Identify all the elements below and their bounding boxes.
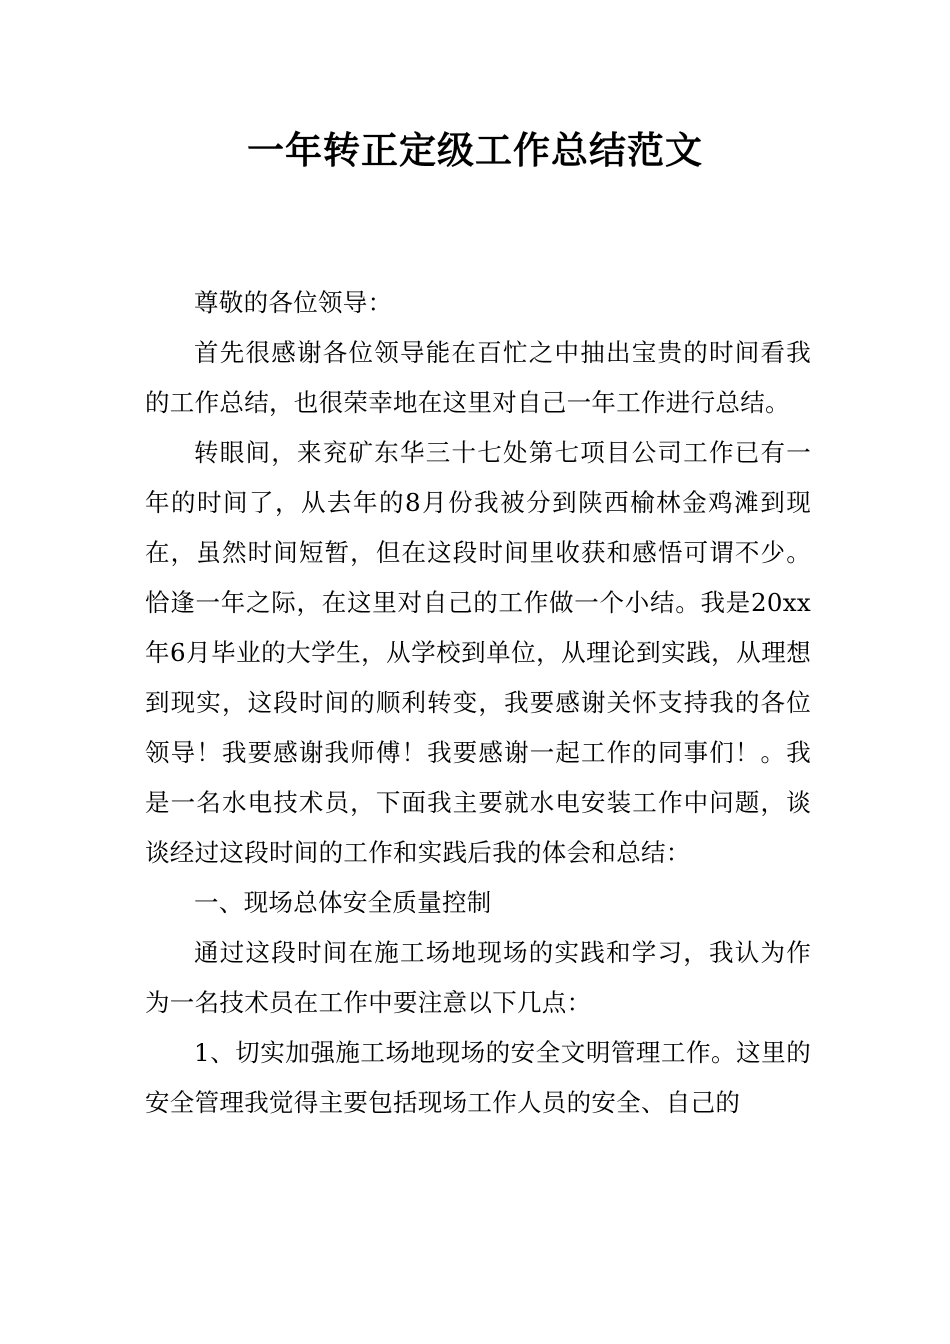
section-heading-safety-quality: 一、现场总体安全质量控制 bbox=[194, 888, 492, 917]
document-title: 一年转正定级工作总结范文 bbox=[247, 129, 703, 172]
paragraph-point-1: 1、切实加强施工场地现场的安全文明管理工作。这里的安全管理我觉得主要包括现场工作人员的安全、自己的 bbox=[145, 1038, 811, 1117]
paragraph-opening: 首先很感谢各位领导能在百忙之中抽出宝贵的时间看我的工作总结，也很荣幸地在这里对自己一年工作进行总结。 bbox=[145, 338, 811, 417]
paragraph-section-intro: 通过这段时间在施工场地现场的实践和学习，我认为作为一名技术员在工作中要注意以下几点： bbox=[145, 938, 811, 1017]
paragraph-introduction: 转眼间，来兖矿东华三十七处第七项目公司工作已有一年的时间了，从去年的8月份我被分到陕西榆林金鸡滩到现在，虽然时间短暂，但在这段时间里收获和感悟可谓不少。恰逢一年之际，在这里对自己的工作做一个小结。我是20xx年6月毕业的大学生，从学校到单位，从理论到实践，从理想到现实，这段时间的顺利转变，我要感谢关怀支持我的各位领导！我要感谢我师傅！我要感谢一起工作的同事们！。我是一名水电技术员，下面我主要就水电安装工作中问题，谈谈经过这段时间的工作和实践后我的体会和总结： bbox=[145, 438, 811, 867]
salutation: 尊敬的各位领导： bbox=[194, 288, 393, 317]
document-body bbox=[145, 278, 811, 1128]
